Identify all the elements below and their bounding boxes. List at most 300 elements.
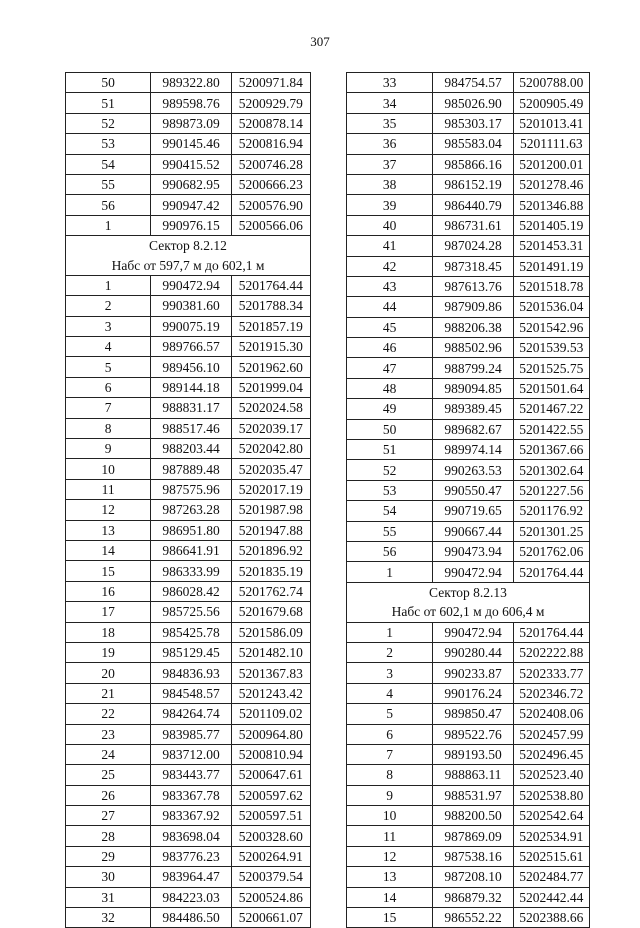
table-row — [66, 398, 311, 418]
point-number: 20 — [66, 663, 151, 683]
x-coordinate: 986028.42 — [151, 581, 231, 601]
point-number: 40 — [347, 215, 433, 235]
point-number: 30 — [66, 867, 151, 887]
y-coordinate: 5201111.63 — [513, 134, 589, 154]
y-coordinate: 5201788.34 — [231, 296, 310, 316]
y-coordinate: 5200264.91 — [231, 846, 310, 866]
table-row — [66, 602, 311, 622]
y-coordinate: 5200810.94 — [231, 744, 310, 764]
x-coordinate: 989598.76 — [151, 93, 231, 113]
point-number: 4 — [347, 683, 433, 703]
point-number: 15 — [347, 908, 433, 928]
table-row — [66, 540, 311, 560]
point-number: 14 — [347, 887, 433, 907]
y-coordinate: 5202017.19 — [231, 479, 310, 499]
x-coordinate: 989389.45 — [433, 399, 513, 419]
point-number: 43 — [347, 276, 433, 296]
point-number: 32 — [66, 908, 151, 928]
x-coordinate: 983712.00 — [151, 744, 231, 764]
point-number: 11 — [347, 826, 433, 846]
y-coordinate: 5201947.88 — [231, 520, 310, 540]
point-number: 10 — [347, 806, 433, 826]
section-header-row — [66, 256, 311, 276]
x-coordinate: 988517.46 — [151, 418, 231, 438]
point-number: 11 — [66, 479, 151, 499]
point-number: 55 — [347, 521, 433, 541]
x-coordinate: 986440.79 — [433, 195, 513, 215]
y-coordinate: 5200878.14 — [231, 113, 310, 133]
y-coordinate: 5200971.84 — [231, 73, 310, 93]
point-number: 52 — [66, 113, 151, 133]
y-coordinate: 5201302.64 — [513, 460, 589, 480]
x-coordinate: 988200.50 — [433, 806, 513, 826]
table-row — [66, 704, 311, 724]
point-number: 35 — [347, 113, 433, 133]
x-coordinate: 990976.15 — [151, 215, 231, 235]
x-coordinate: 985026.90 — [433, 93, 513, 113]
x-coordinate: 990682.95 — [151, 174, 231, 194]
table-row — [347, 887, 590, 907]
x-coordinate: 983443.77 — [151, 765, 231, 785]
table-row — [347, 642, 590, 662]
table-row — [66, 154, 311, 174]
y-coordinate: 5201453.31 — [513, 236, 589, 256]
point-number: 29 — [66, 846, 151, 866]
y-coordinate: 5202457.99 — [513, 724, 589, 744]
point-number: 48 — [347, 378, 433, 398]
x-coordinate: 990472.94 — [433, 622, 513, 642]
x-coordinate: 988206.38 — [433, 317, 513, 337]
table-row — [347, 93, 590, 113]
table-row — [66, 113, 311, 133]
x-coordinate: 990947.42 — [151, 195, 231, 215]
point-number: 54 — [66, 154, 151, 174]
y-coordinate: 5201467.22 — [513, 399, 589, 419]
point-number: 41 — [347, 236, 433, 256]
y-coordinate: 5200964.80 — [231, 724, 310, 744]
x-coordinate: 983985.77 — [151, 724, 231, 744]
y-coordinate: 5201109.02 — [231, 704, 310, 724]
table-row — [66, 765, 311, 785]
table-row — [347, 622, 590, 642]
x-coordinate: 986552.22 — [433, 908, 513, 928]
y-coordinate: 5200524.86 — [231, 887, 310, 907]
y-coordinate: 5200788.00 — [513, 73, 589, 93]
x-coordinate: 990233.87 — [433, 663, 513, 683]
y-coordinate: 5200666.23 — [231, 174, 310, 194]
table-row — [66, 316, 311, 336]
y-coordinate: 5201857.19 — [231, 316, 310, 336]
x-coordinate: 987208.10 — [433, 867, 513, 887]
table-row — [347, 908, 590, 928]
table-row — [66, 377, 311, 397]
table-row — [347, 174, 590, 194]
x-coordinate: 984548.57 — [151, 683, 231, 703]
table-row — [347, 419, 590, 439]
table-row — [347, 541, 590, 561]
table-row — [347, 134, 590, 154]
point-number: 1 — [66, 275, 151, 295]
x-coordinate: 984486.50 — [151, 908, 231, 928]
x-coordinate: 987869.09 — [433, 826, 513, 846]
table-row — [347, 338, 590, 358]
table-row — [66, 174, 311, 194]
x-coordinate: 990472.94 — [433, 562, 513, 582]
y-coordinate: 5202039.17 — [231, 418, 310, 438]
x-coordinate: 984264.74 — [151, 704, 231, 724]
y-coordinate: 5202042.80 — [231, 439, 310, 459]
x-coordinate: 989850.47 — [433, 704, 513, 724]
x-coordinate: 988799.24 — [433, 358, 513, 378]
point-number: 1 — [347, 562, 433, 582]
table-row — [66, 134, 311, 154]
y-coordinate: 5202496.45 — [513, 744, 589, 764]
y-coordinate: 5200929.79 — [231, 93, 310, 113]
y-coordinate: 5201999.04 — [231, 377, 310, 397]
table-row — [66, 622, 311, 642]
x-coordinate: 987024.28 — [433, 236, 513, 256]
x-coordinate: 989682.67 — [433, 419, 513, 439]
y-coordinate: 5200576.90 — [231, 195, 310, 215]
point-number: 25 — [66, 765, 151, 785]
y-coordinate: 5200661.07 — [231, 908, 310, 928]
section-subtitle: Набс от 597,7 м до 602,1 м — [66, 256, 311, 276]
y-coordinate: 5202222.88 — [513, 642, 589, 662]
table-row — [66, 561, 311, 581]
y-coordinate: 5201200.01 — [513, 154, 589, 174]
y-coordinate: 5201679.68 — [231, 602, 310, 622]
table-row — [66, 520, 311, 540]
point-number: 52 — [347, 460, 433, 480]
x-coordinate: 990263.53 — [433, 460, 513, 480]
x-coordinate: 989193.50 — [433, 744, 513, 764]
x-coordinate: 990381.60 — [151, 296, 231, 316]
point-number: 9 — [347, 785, 433, 805]
table-row — [66, 846, 311, 866]
x-coordinate: 985425.78 — [151, 622, 231, 642]
point-number: 26 — [66, 785, 151, 805]
y-coordinate: 5200816.94 — [231, 134, 310, 154]
table-row — [66, 642, 311, 662]
point-number: 6 — [347, 724, 433, 744]
coordinates-table-left — [65, 72, 311, 928]
section-header-row — [66, 236, 311, 256]
point-number: 18 — [66, 622, 151, 642]
x-coordinate: 984223.03 — [151, 887, 231, 907]
point-number: 7 — [66, 398, 151, 418]
y-coordinate: 5200746.28 — [231, 154, 310, 174]
table-row — [66, 275, 311, 295]
x-coordinate: 989144.18 — [151, 377, 231, 397]
y-coordinate: 5200905.49 — [513, 93, 589, 113]
x-coordinate: 987613.76 — [433, 276, 513, 296]
x-coordinate: 988831.17 — [151, 398, 231, 418]
x-coordinate: 990719.65 — [433, 501, 513, 521]
table-row — [347, 256, 590, 276]
table-row — [347, 440, 590, 460]
point-number: 27 — [66, 806, 151, 826]
y-coordinate: 5201764.44 — [231, 275, 310, 295]
x-coordinate: 985866.16 — [433, 154, 513, 174]
point-number: 53 — [66, 134, 151, 154]
y-coordinate: 5200379.54 — [231, 867, 310, 887]
point-number: 19 — [66, 642, 151, 662]
table-row — [66, 439, 311, 459]
x-coordinate: 983698.04 — [151, 826, 231, 846]
point-number: 17 — [66, 602, 151, 622]
x-coordinate: 990415.52 — [151, 154, 231, 174]
y-coordinate: 5202408.06 — [513, 704, 589, 724]
y-coordinate: 5201346.88 — [513, 195, 589, 215]
x-coordinate: 990472.94 — [151, 275, 231, 295]
point-number: 50 — [66, 73, 151, 93]
y-coordinate: 5201586.09 — [231, 622, 310, 642]
y-coordinate: 5201367.66 — [513, 440, 589, 460]
y-coordinate: 5201013.41 — [513, 113, 589, 133]
x-coordinate: 990145.46 — [151, 134, 231, 154]
point-number: 6 — [66, 377, 151, 397]
y-coordinate: 5202346.72 — [513, 683, 589, 703]
y-coordinate: 5201896.92 — [231, 540, 310, 560]
x-coordinate: 989974.14 — [433, 440, 513, 460]
table-row — [66, 73, 311, 93]
table-row — [347, 521, 590, 541]
point-number: 3 — [66, 316, 151, 336]
table-row — [66, 724, 311, 744]
point-number: 33 — [347, 73, 433, 93]
table-row — [347, 744, 590, 764]
point-number: 36 — [347, 134, 433, 154]
point-number: 10 — [66, 459, 151, 479]
point-number: 50 — [347, 419, 433, 439]
y-coordinate: 5202538.80 — [513, 785, 589, 805]
y-coordinate: 5202333.77 — [513, 663, 589, 683]
x-coordinate: 990176.24 — [433, 683, 513, 703]
y-coordinate: 5202534.91 — [513, 826, 589, 846]
point-number: 2 — [66, 296, 151, 316]
section-title: Сектор 8.2.12 — [66, 236, 311, 256]
x-coordinate: 987909.86 — [433, 297, 513, 317]
section-header-row — [347, 602, 590, 622]
table-row — [66, 744, 311, 764]
table-row — [347, 358, 590, 378]
y-coordinate: 5201536.04 — [513, 297, 589, 317]
y-coordinate: 5202484.77 — [513, 867, 589, 887]
x-coordinate: 984836.93 — [151, 663, 231, 683]
x-coordinate: 983367.78 — [151, 785, 231, 805]
point-number: 51 — [347, 440, 433, 460]
table-row — [66, 806, 311, 826]
table-row — [347, 378, 590, 398]
y-coordinate: 5202515.61 — [513, 846, 589, 866]
table-row — [347, 460, 590, 480]
x-coordinate: 986731.61 — [433, 215, 513, 235]
y-coordinate: 5201422.55 — [513, 419, 589, 439]
table-row — [347, 562, 590, 582]
point-number: 47 — [347, 358, 433, 378]
x-coordinate: 989522.76 — [433, 724, 513, 744]
section-header-row — [347, 582, 590, 602]
table-row — [347, 113, 590, 133]
x-coordinate: 986879.32 — [433, 887, 513, 907]
x-coordinate: 983367.92 — [151, 806, 231, 826]
y-coordinate: 5201987.98 — [231, 500, 310, 520]
table-row — [66, 887, 311, 907]
point-number: 5 — [347, 704, 433, 724]
point-number: 3 — [347, 663, 433, 683]
table-row — [347, 317, 590, 337]
x-coordinate: 983964.47 — [151, 867, 231, 887]
y-coordinate: 5201762.06 — [513, 541, 589, 561]
y-coordinate: 5200647.61 — [231, 765, 310, 785]
table-row — [347, 867, 590, 887]
point-number: 9 — [66, 439, 151, 459]
table-row — [66, 581, 311, 601]
table-row — [66, 500, 311, 520]
point-number: 8 — [347, 765, 433, 785]
table-row — [347, 765, 590, 785]
y-coordinate: 5200566.06 — [231, 215, 310, 235]
point-number: 12 — [347, 846, 433, 866]
point-number: 13 — [347, 867, 433, 887]
y-coordinate: 5202442.44 — [513, 887, 589, 907]
x-coordinate: 986333.99 — [151, 561, 231, 581]
x-coordinate: 988531.97 — [433, 785, 513, 805]
y-coordinate: 5201835.19 — [231, 561, 310, 581]
table-row — [66, 296, 311, 316]
y-coordinate: 5202035.47 — [231, 459, 310, 479]
table-row — [347, 501, 590, 521]
point-number: 34 — [347, 93, 433, 113]
table-row — [347, 236, 590, 256]
point-number: 56 — [347, 541, 433, 561]
x-coordinate: 990473.94 — [433, 541, 513, 561]
table-row — [347, 846, 590, 866]
table-row — [347, 724, 590, 744]
point-number: 16 — [66, 581, 151, 601]
point-number: 44 — [347, 297, 433, 317]
point-number: 49 — [347, 399, 433, 419]
y-coordinate: 5201762.74 — [231, 581, 310, 601]
table-row — [66, 663, 311, 683]
y-coordinate: 5201962.60 — [231, 357, 310, 377]
x-coordinate: 989766.57 — [151, 337, 231, 357]
table-row — [347, 276, 590, 296]
y-coordinate: 5201915.30 — [231, 337, 310, 357]
point-number: 31 — [66, 887, 151, 907]
table-row — [66, 459, 311, 479]
y-coordinate: 5201243.42 — [231, 683, 310, 703]
x-coordinate: 990667.44 — [433, 521, 513, 541]
x-coordinate: 990550.47 — [433, 480, 513, 500]
point-number: 23 — [66, 724, 151, 744]
table-row — [347, 785, 590, 805]
table-row — [347, 663, 590, 683]
x-coordinate: 987263.28 — [151, 500, 231, 520]
y-coordinate: 5201227.56 — [513, 480, 589, 500]
point-number: 39 — [347, 195, 433, 215]
x-coordinate: 983776.23 — [151, 846, 231, 866]
x-coordinate: 989873.09 — [151, 113, 231, 133]
y-coordinate: 5201367.83 — [231, 663, 310, 683]
point-number: 22 — [66, 704, 151, 724]
table-row — [347, 480, 590, 500]
y-coordinate: 5202542.64 — [513, 806, 589, 826]
point-number: 53 — [347, 480, 433, 500]
x-coordinate: 987889.48 — [151, 459, 231, 479]
x-coordinate: 987575.96 — [151, 479, 231, 499]
y-coordinate: 5201501.64 — [513, 378, 589, 398]
y-coordinate: 5202024.58 — [231, 398, 310, 418]
point-number: 21 — [66, 683, 151, 703]
x-coordinate: 985583.04 — [433, 134, 513, 154]
point-number: 2 — [347, 642, 433, 662]
y-coordinate: 5201278.46 — [513, 174, 589, 194]
table-row — [66, 337, 311, 357]
y-coordinate: 5201301.25 — [513, 521, 589, 541]
y-coordinate: 5201491.19 — [513, 256, 589, 276]
point-number: 54 — [347, 501, 433, 521]
x-coordinate: 988203.44 — [151, 439, 231, 459]
point-number: 42 — [347, 256, 433, 276]
x-coordinate: 987318.45 — [433, 256, 513, 276]
point-number: 1 — [66, 215, 151, 235]
x-coordinate: 990280.44 — [433, 642, 513, 662]
table-row — [66, 683, 311, 703]
x-coordinate: 984754.57 — [433, 73, 513, 93]
table-row — [347, 215, 590, 235]
y-coordinate: 5201176.92 — [513, 501, 589, 521]
y-coordinate: 5202388.66 — [513, 908, 589, 928]
table-row — [66, 479, 311, 499]
point-number: 38 — [347, 174, 433, 194]
x-coordinate: 985303.17 — [433, 113, 513, 133]
x-coordinate: 990075.19 — [151, 316, 231, 336]
table-row — [347, 297, 590, 317]
table-row — [66, 908, 311, 928]
x-coordinate: 986641.91 — [151, 540, 231, 560]
table-row — [347, 704, 590, 724]
point-number: 14 — [66, 540, 151, 560]
y-coordinate: 5200597.62 — [231, 785, 310, 805]
coordinates-table-right — [346, 72, 590, 928]
table-row — [66, 826, 311, 846]
point-number: 51 — [66, 93, 151, 113]
point-number: 37 — [347, 154, 433, 174]
table-row — [347, 806, 590, 826]
x-coordinate: 988502.96 — [433, 338, 513, 358]
table-row — [66, 785, 311, 805]
point-number: 13 — [66, 520, 151, 540]
section-subtitle: Набс от 602,1 м до 606,4 м — [347, 602, 590, 622]
y-coordinate: 5201539.53 — [513, 338, 589, 358]
table-row — [347, 826, 590, 846]
x-coordinate: 988863.11 — [433, 765, 513, 785]
x-coordinate: 987538.16 — [433, 846, 513, 866]
table-row — [66, 867, 311, 887]
table-row — [347, 73, 590, 93]
point-number: 5 — [66, 357, 151, 377]
table-row — [347, 195, 590, 215]
x-coordinate: 985725.56 — [151, 602, 231, 622]
section-title: Сектор 8.2.13 — [347, 582, 590, 602]
table-row — [66, 357, 311, 377]
table-row — [347, 683, 590, 703]
point-number: 8 — [66, 418, 151, 438]
y-coordinate: 5201764.44 — [513, 562, 589, 582]
x-coordinate: 989456.10 — [151, 357, 231, 377]
x-coordinate: 986152.19 — [433, 174, 513, 194]
